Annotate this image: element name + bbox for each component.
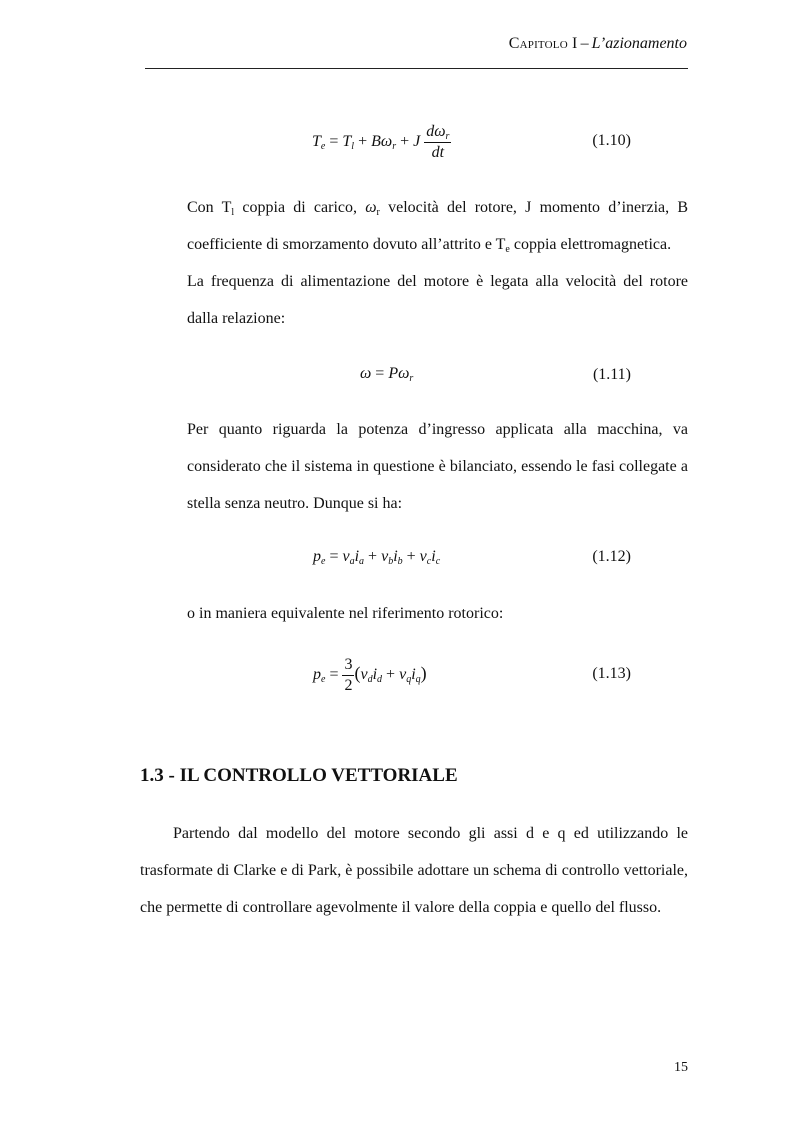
equation-1-12: $p_e = v_ai_a + v_bi_b + v_ci_c$ <box>313 548 441 567</box>
chapter-label: Capitolo I <box>508 35 578 52</box>
equation-number: (1.11) <box>592 366 631 383</box>
fraction: $\frac{d\omega_r}{dt}$ <box>426 123 450 161</box>
paragraph: Con $T_l$ coppia di carico, $\omega_r$ velocità del rotore, J momento d’inerzia, B coefficiente di smorzamento dovuto all’attrito e $T_e$ coppia elettromagnetica. <box>187 199 689 255</box>
paragraph: La frequenza di alimentazione del motore è legata alla velocità del rotore dalla relazione: <box>187 273 688 327</box>
paragraph: Partendo dal modello del motore secondo gli assi d e q ed utilizzando le trasformate di Clarke e di Park, è possibile adottare un schema di controllo vettoriale, che permette di controllare agevolmente il valore della coppia e quello del flusso. <box>140 825 688 916</box>
equation-number: (1.12) <box>592 548 631 565</box>
header-separator: – <box>580 35 589 52</box>
equation-1-13: $p_e$ = $\frac{3}{2}$ $(v_di_d + v_qi_q)$ <box>313 656 427 694</box>
fraction: $\frac{3}{2}$ <box>344 656 353 694</box>
equation-1-10: $T_e = T_l + B\omega_r + J$ $\frac{d\omega_r}{dt}$ <box>312 123 450 161</box>
header-rule <box>145 68 688 69</box>
chapter-title: L’azionamento <box>591 35 687 52</box>
running-header <box>509 34 687 54</box>
equation-number: (1.13) <box>592 665 631 682</box>
paragraph: o in maniera equivalente nel riferimento rotorico: <box>187 605 504 622</box>
page-number: 15 <box>674 1060 688 1075</box>
section-heading: 1.3 - IL CONTROLLO VETTORIALE <box>140 765 458 786</box>
equation-1-11: $\omega = P\omega_r$ <box>360 365 414 384</box>
paragraph: Per quanto riguarda la potenza d’ingresso applicata alla macchina, va considerato che il sistema in questione è bilanciato, essendo le fasi collegate a stella senza neutro. Dunque si ha: <box>187 421 688 512</box>
equation-number: (1.10) <box>592 132 631 149</box>
